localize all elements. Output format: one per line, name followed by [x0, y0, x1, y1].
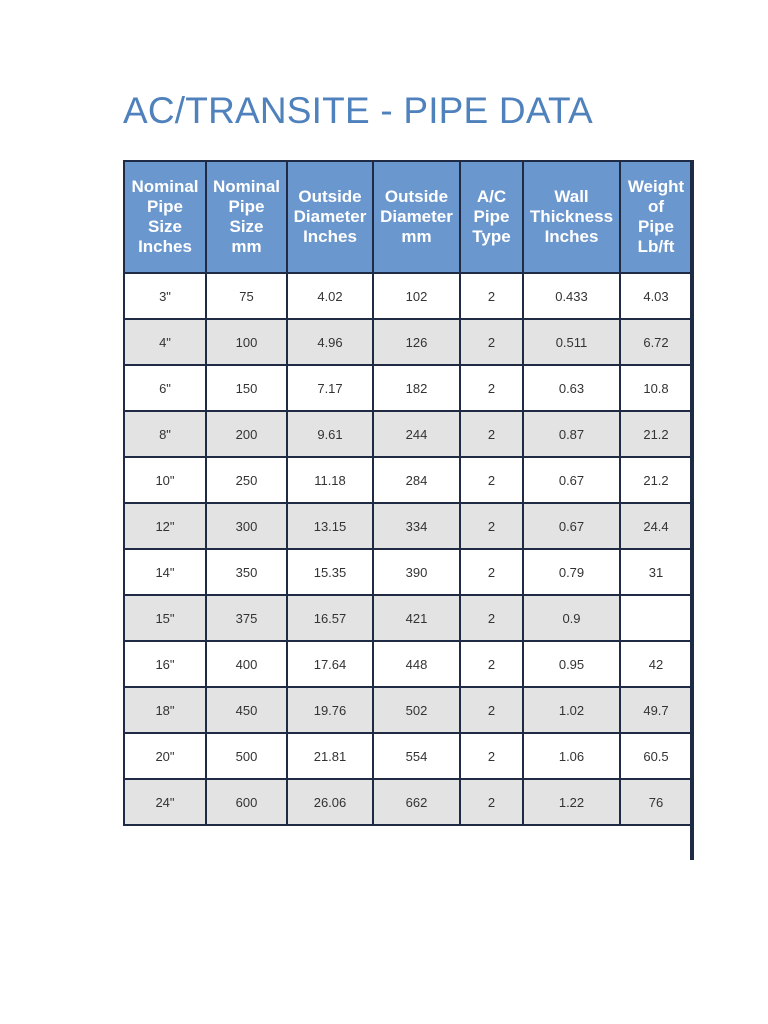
header-wall-thickness-inches: Wall Thickness Inches [523, 161, 620, 273]
table-row [124, 273, 692, 319]
cell-weight: 4.03 [620, 273, 692, 319]
cell-od-inches: 4.02 [287, 273, 373, 319]
cell-wall-thickness: 0.9 [523, 595, 620, 641]
cell-od-mm: 421 [373, 595, 460, 641]
cell-size-mm: 100 [206, 319, 287, 365]
cell-size-inches: 6" [124, 365, 206, 411]
cell-pipe-type: 2 [460, 411, 523, 457]
cell-size-mm: 250 [206, 457, 287, 503]
cell-wall-thickness: 1.22 [523, 779, 620, 825]
cell-od-mm: 502 [373, 687, 460, 733]
cell-od-inches: 16.57 [287, 595, 373, 641]
cell-wall-thickness: 0.511 [523, 319, 620, 365]
cell-od-mm: 448 [373, 641, 460, 687]
cell-weight [620, 595, 692, 641]
cell-od-inches: 9.61 [287, 411, 373, 457]
cell-pipe-type: 2 [460, 687, 523, 733]
cell-wall-thickness: 0.433 [523, 273, 620, 319]
cell-size-inches: 18" [124, 687, 206, 733]
cell-weight: 10.8 [620, 365, 692, 411]
cell-size-inches: 14" [124, 549, 206, 595]
cell-od-inches: 7.17 [287, 365, 373, 411]
cell-od-mm: 554 [373, 733, 460, 779]
cell-size-mm: 500 [206, 733, 287, 779]
cell-wall-thickness: 1.02 [523, 687, 620, 733]
cell-od-inches: 15.35 [287, 549, 373, 595]
cell-pipe-type: 2 [460, 457, 523, 503]
cell-size-inches: 4" [124, 319, 206, 365]
cell-size-mm: 200 [206, 411, 287, 457]
cell-size-mm: 75 [206, 273, 287, 319]
cell-size-inches: 24" [124, 779, 206, 825]
cell-wall-thickness: 1.06 [523, 733, 620, 779]
header-nominal-size-inches: Nominal Pipe Size Inches [124, 161, 206, 273]
cell-od-mm: 244 [373, 411, 460, 457]
cell-pipe-type: 2 [460, 641, 523, 687]
cell-wall-thickness: 0.87 [523, 411, 620, 457]
header-outside-diameter-inches: Outside Diameter Inches [287, 161, 373, 273]
cell-od-mm: 334 [373, 503, 460, 549]
cell-od-inches: 19.76 [287, 687, 373, 733]
cell-wall-thickness: 0.63 [523, 365, 620, 411]
header-outside-diameter-mm: Outside Diameter mm [373, 161, 460, 273]
cell-size-mm: 300 [206, 503, 287, 549]
cell-od-inches: 11.18 [287, 457, 373, 503]
cell-weight: 24.4 [620, 503, 692, 549]
table-row [124, 687, 692, 733]
cell-wall-thickness: 0.95 [523, 641, 620, 687]
table-row [124, 319, 692, 365]
table-right-border [690, 160, 694, 860]
cell-od-inches: 17.64 [287, 641, 373, 687]
cell-size-mm: 350 [206, 549, 287, 595]
header-weight-lb-ft: Weight of Pipe Lb/ft [620, 161, 692, 273]
cell-pipe-type: 2 [460, 779, 523, 825]
cell-wall-thickness: 0.67 [523, 457, 620, 503]
cell-od-mm: 284 [373, 457, 460, 503]
cell-size-inches: 16" [124, 641, 206, 687]
cell-size-mm: 400 [206, 641, 287, 687]
cell-weight: 21.2 [620, 411, 692, 457]
cell-od-inches: 26.06 [287, 779, 373, 825]
cell-pipe-type: 2 [460, 319, 523, 365]
cell-pipe-type: 2 [460, 365, 523, 411]
table-row [124, 411, 692, 457]
cell-pipe-type: 2 [460, 503, 523, 549]
page-title: AC/TRANSITE - PIPE DATA [123, 90, 593, 131]
cell-size-mm: 450 [206, 687, 287, 733]
cell-weight: 6.72 [620, 319, 692, 365]
table-row [124, 595, 692, 641]
cell-pipe-type: 2 [460, 273, 523, 319]
table-header-row [124, 161, 692, 273]
cell-weight: 60.5 [620, 733, 692, 779]
table-row [124, 733, 692, 779]
cell-weight: 49.7 [620, 687, 692, 733]
cell-od-inches: 13.15 [287, 503, 373, 549]
cell-od-mm: 662 [373, 779, 460, 825]
cell-od-mm: 182 [373, 365, 460, 411]
cell-od-mm: 126 [373, 319, 460, 365]
cell-od-inches: 21.81 [287, 733, 373, 779]
cell-size-mm: 375 [206, 595, 287, 641]
cell-size-inches: 20" [124, 733, 206, 779]
cell-od-mm: 102 [373, 273, 460, 319]
pipe-data-table [123, 160, 693, 826]
cell-size-inches: 10" [124, 457, 206, 503]
cell-weight: 76 [620, 779, 692, 825]
cell-size-inches: 3" [124, 273, 206, 319]
table-row [124, 641, 692, 687]
cell-pipe-type: 2 [460, 595, 523, 641]
cell-wall-thickness: 0.79 [523, 549, 620, 595]
header-nominal-size-mm: Nominal Pipe Size mm [206, 161, 287, 273]
pipe-data-table-container [123, 160, 693, 826]
table-row [124, 457, 692, 503]
table-row [124, 779, 692, 825]
cell-weight: 31 [620, 549, 692, 595]
cell-od-mm: 390 [373, 549, 460, 595]
table-row [124, 549, 692, 595]
cell-size-mm: 600 [206, 779, 287, 825]
cell-wall-thickness: 0.67 [523, 503, 620, 549]
table-row [124, 503, 692, 549]
cell-size-inches: 15" [124, 595, 206, 641]
cell-weight: 42 [620, 641, 692, 687]
cell-pipe-type: 2 [460, 733, 523, 779]
cell-size-inches: 8" [124, 411, 206, 457]
cell-size-mm: 150 [206, 365, 287, 411]
table-row [124, 365, 692, 411]
cell-size-inches: 12" [124, 503, 206, 549]
cell-pipe-type: 2 [460, 549, 523, 595]
cell-weight: 21.2 [620, 457, 692, 503]
header-ac-pipe-type: A/C Pipe Type [460, 161, 523, 273]
cell-od-inches: 4.96 [287, 319, 373, 365]
